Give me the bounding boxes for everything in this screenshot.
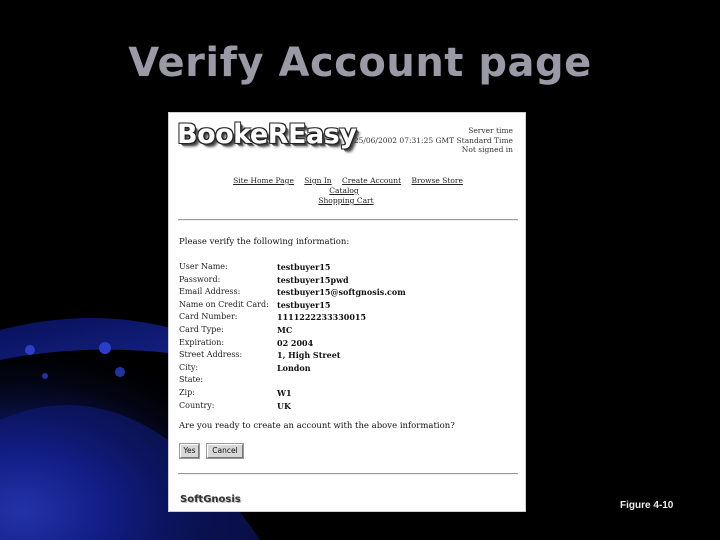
field-row <box>179 324 406 337</box>
confirm-question: Are you ready to create an account with the above information? <box>179 421 455 431</box>
field-row <box>179 374 406 387</box>
field-row <box>179 362 406 375</box>
field-value: 1, High Street <box>277 350 341 361</box>
site-nav <box>221 176 471 206</box>
field-value: 02 2004 <box>277 337 314 348</box>
site-logo: BookeREasy <box>177 119 357 150</box>
field-label: Name on Credit Card: <box>179 299 269 309</box>
nav-create-account[interactable]: Create Account <box>342 176 402 185</box>
field-label: User Name: <box>179 262 228 271</box>
field-value: MC <box>277 324 293 335</box>
field-row <box>179 387 406 400</box>
field-row <box>179 286 406 299</box>
figure-caption: Figure 4-10 <box>620 500 674 511</box>
server-time-value: 25/06/2002 07:31:25 GMT Standard Time <box>353 135 513 145</box>
field-label: Street Address: <box>179 350 243 360</box>
sign-in-status: Not signed in <box>461 145 513 154</box>
field-label: City: <box>179 362 199 372</box>
field-value: 1111222233330015 <box>277 312 367 323</box>
field-label: Card Type: <box>179 324 224 334</box>
field-label: Zip: <box>179 387 195 397</box>
field-label: State: <box>179 375 204 385</box>
field-row <box>179 349 406 362</box>
field-value: testbuyer15 <box>277 299 331 310</box>
field-label: Card Number: <box>179 312 238 322</box>
field-value: UK <box>277 400 291 411</box>
field-row <box>179 274 406 287</box>
slide-title: Verify Account page <box>128 40 592 86</box>
field-value: testbuyer15@softgnosis.com <box>277 287 406 298</box>
field-value: testbuyer15pwd <box>277 274 349 285</box>
nav-sign-in[interactable]: Sign In <box>304 176 332 185</box>
field-value: testbuyer15 <box>277 262 331 272</box>
field-row <box>179 337 406 350</box>
field-row <box>179 311 406 324</box>
divider-top <box>178 219 518 221</box>
server-time-label: Server time <box>468 126 513 135</box>
verify-prompt: Please verify the following information: <box>179 237 350 247</box>
field-value: W1 <box>277 387 292 398</box>
softgnosis-logo: SoftGnosis <box>180 494 241 505</box>
field-value: London <box>277 362 311 373</box>
nav-browse-store-catalog[interactable]: Browse Store Catalog <box>329 176 463 195</box>
yes-button[interactable]: Yes <box>180 444 199 458</box>
field-label: Country: <box>179 400 215 410</box>
cancel-button[interactable]: Cancel <box>207 444 243 458</box>
divider-bottom <box>178 473 518 475</box>
field-row <box>179 400 406 413</box>
server-info <box>354 126 513 155</box>
field-label: Password: <box>179 274 221 284</box>
nav-shopping-cart[interactable]: Shopping Cart <box>318 196 374 205</box>
field-row <box>179 299 406 312</box>
field-label: Expiration: <box>179 337 225 347</box>
field-row <box>179 261 406 274</box>
account-details <box>179 261 406 412</box>
field-label: Email Address: <box>179 287 241 297</box>
nav-site-home-page[interactable]: Site Home Page <box>233 176 294 185</box>
verify-account-screenshot <box>168 112 526 512</box>
